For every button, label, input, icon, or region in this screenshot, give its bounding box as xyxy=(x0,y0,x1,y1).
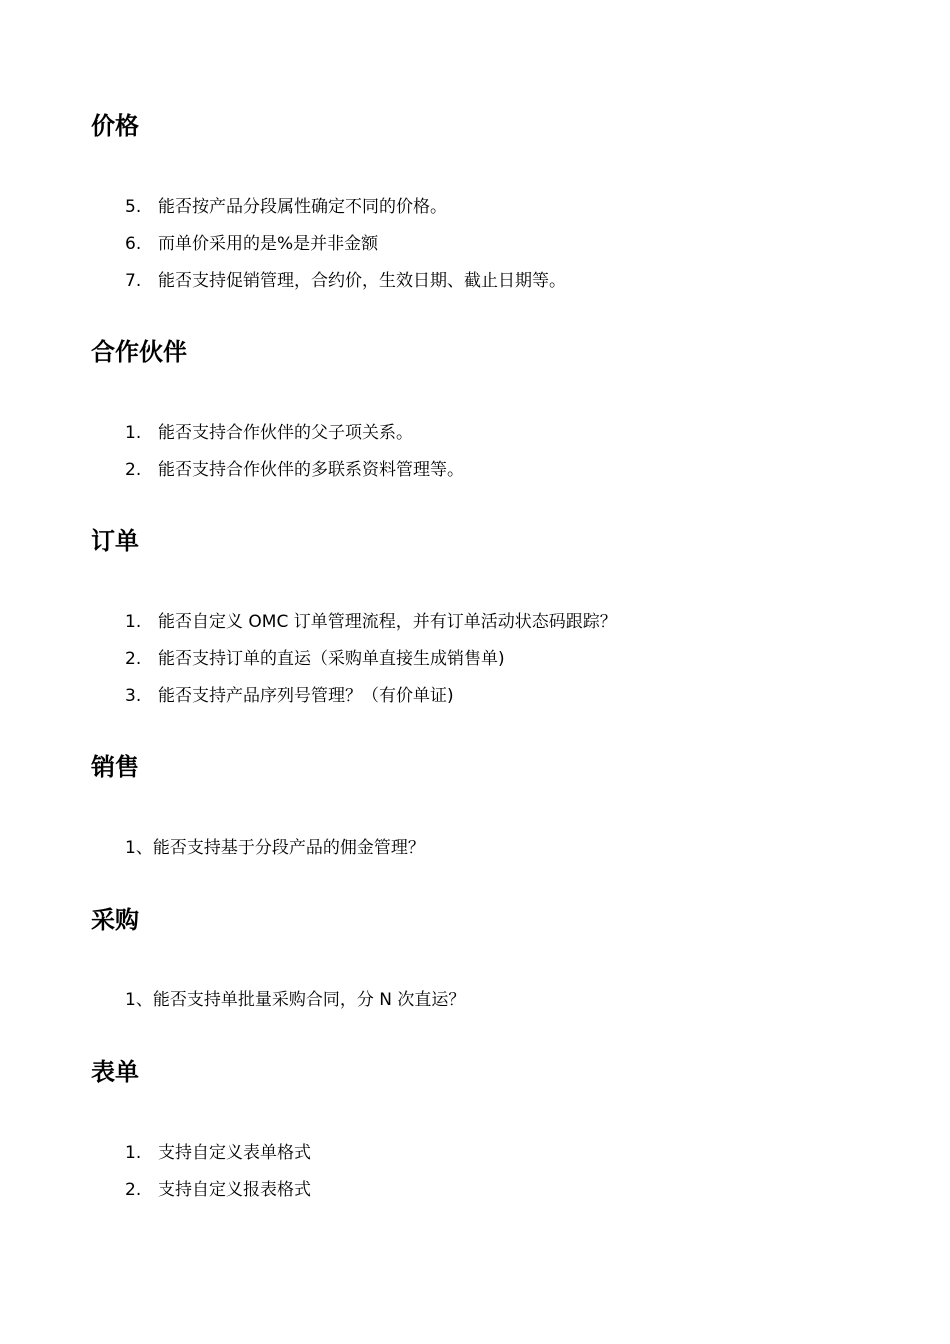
section-heading-forms: 表单 xyxy=(91,1058,139,1086)
list-item-number: 2. xyxy=(125,1180,142,1200)
list-item-text: 能否按产品分段属性确定不同的价格。 xyxy=(158,197,447,217)
list-item-number: 5. xyxy=(125,197,142,217)
list-item xyxy=(125,1178,311,1202)
list-item-text: 1、能否支持基于分段产品的佣金管理？ xyxy=(125,838,425,858)
list-item-text: 支持自定义报表格式 xyxy=(158,1180,311,1200)
list-item-number: 3. xyxy=(125,686,142,706)
list-item-number: 1. xyxy=(125,423,142,443)
list-item xyxy=(125,421,413,445)
list-item xyxy=(125,684,454,708)
list-item xyxy=(125,269,566,293)
section-heading-sales: 销售 xyxy=(91,753,139,781)
list-item-text: 能否自定义 OMC 订单管理流程，并有订单活动状态码跟踪？ xyxy=(158,612,617,632)
list-item-text: 能否支持合作伙伴的父子项关系。 xyxy=(158,423,413,443)
list-item xyxy=(125,836,425,860)
list-item-text: 能否支持产品序列号管理？（有价单证) xyxy=(158,686,454,706)
list-item-text: 1、能否支持单批量采购合同，分 N 次直运？ xyxy=(125,990,466,1010)
list-item xyxy=(125,458,464,482)
list-item xyxy=(125,988,465,1012)
list-item-text: 支持自定义表单格式 xyxy=(158,1143,311,1163)
list-item xyxy=(125,610,617,634)
list-item-number: 2. xyxy=(125,649,142,669)
list-item xyxy=(125,647,505,671)
list-item-number: 1. xyxy=(125,612,142,632)
list-item-text: 而单价采用的是%是并非金额 xyxy=(158,234,379,254)
list-item xyxy=(125,1141,311,1165)
list-item-number: 1. xyxy=(125,1143,142,1163)
list-item-text: 能否支持促销管理，合约价，生效日期、截止日期等。 xyxy=(158,271,566,291)
list-item-number: 6. xyxy=(125,234,142,254)
section-heading-partner: 合作伙伴 xyxy=(91,338,187,366)
section-heading-purchase: 采购 xyxy=(91,906,139,934)
section-heading-price: 价格 xyxy=(91,112,139,140)
list-item xyxy=(125,232,378,256)
section-heading-order: 订单 xyxy=(91,527,139,555)
list-item xyxy=(125,195,447,219)
list-item-number: 2. xyxy=(125,460,142,480)
list-item-text: 能否支持订单的直运（采购单直接生成销售单) xyxy=(158,649,505,669)
list-item-number: 7. xyxy=(125,271,142,291)
list-item-text: 能否支持合作伙伴的多联系资料管理等。 xyxy=(158,460,464,480)
